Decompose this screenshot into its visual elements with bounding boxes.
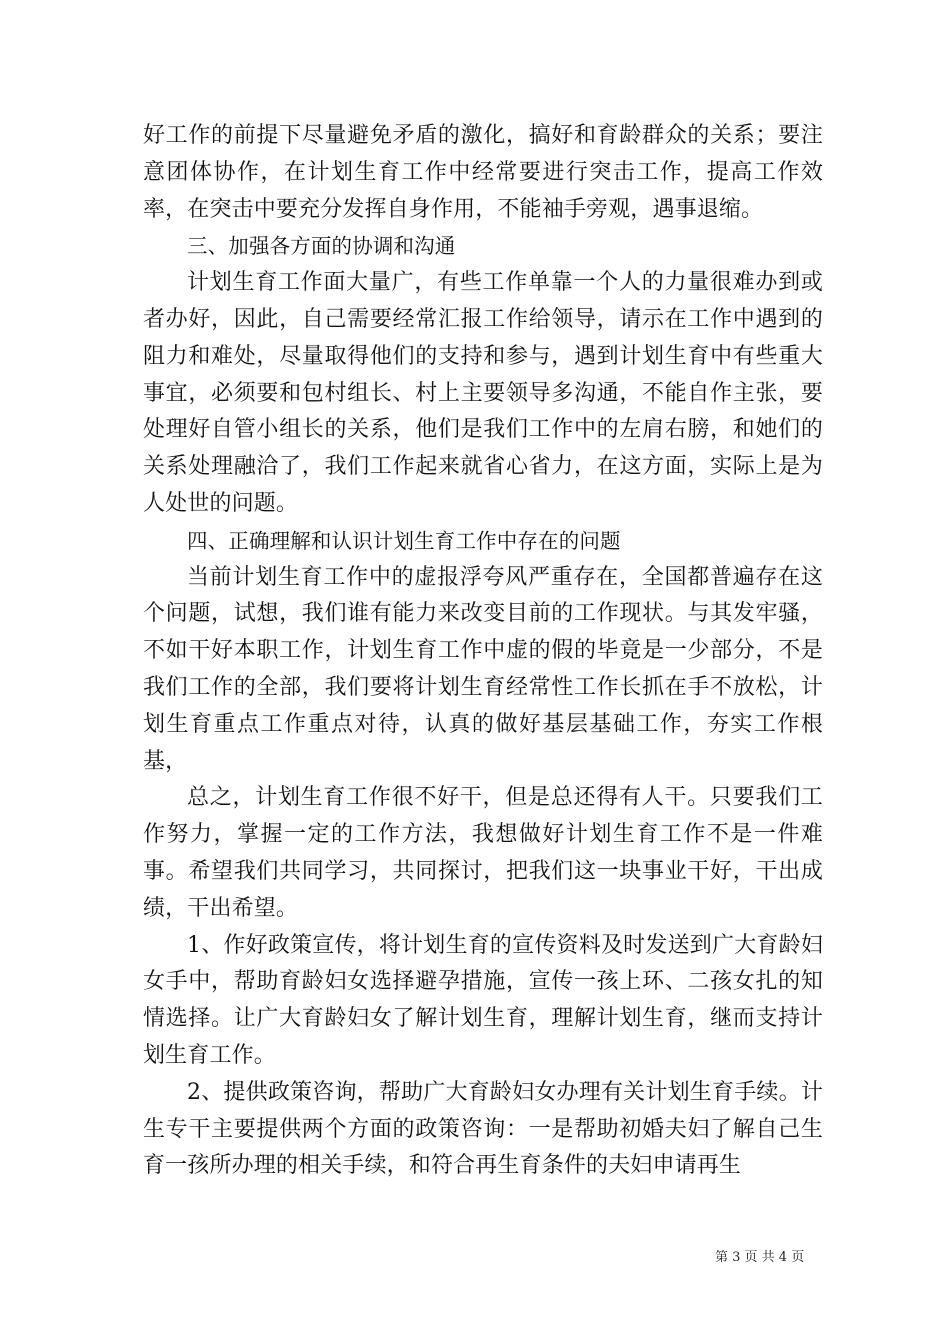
paragraph-problems: 当前计划生育工作中的虚报浮夸风严重存在，全国都普遍存在这个问题，试想，我们谁有能力来改变目前的工作现状。与其发牢骚，不如干好本职工作，计划生育工作中虚的假的毕竟是一少部分，不是我们工作的全部，我们要将计划生育经常性工作长抓在手不放松，计划生育重点工作重点对待，认真的做好基层基础工作，夯实工作根基，: [143, 564, 823, 774]
section-heading-3: 三、加强各方面的协调和沟通: [187, 234, 456, 259]
section-heading-4: 四、正确理解和认识计划生育工作中存在的问题: [187, 528, 621, 553]
paragraph-summary: 总之，计划生育工作很不好干，但是总还得有人干。只要我们工作努力，掌握一定的工作方法，我想做好计划生育工作不是一件难事。希望我们共同学习，共同探讨，把我们这一块事业干好，干出成绩，干出希望。: [143, 785, 823, 921]
document-body: [143, 118, 823, 1185]
paragraph-item-1: 1、作好政策宣传，将计划生育的宣传资料及时发送到广大育龄妇女手中，帮助育龄妇女选择避孕措施，宣传一孩上环、二孩女扎的知情选择。让广大育龄妇女了解计划生育，理解计划生育，继而支持计划生育工作。: [143, 932, 823, 1068]
paragraph-item-2: 2、提供政策咨询，帮助广大育龄妇女办理有关计划生育手续。计生专干主要提供两个方面的政策咨询：一是帮助初婚夫妇了解自己生育一孩所办理的相关手续，和符合再生育条件的夫妇申请再生: [143, 1079, 823, 1179]
page-footer: 第 3 页 共 4 页: [715, 1250, 805, 1265]
paragraph-continuation: 好工作的前提下尽量避免矛盾的激化，搞好和育龄群众的关系；要注意团体协作，在计划生育工作中经常要进行突击工作，提高工作效率，在突击中要充分发挥自身作用，不能袖手旁观，遇事退缩。: [143, 123, 823, 222]
paragraph-coordination: 计划生育工作面大量广，有些工作单靠一个人的力量很难办到或者办好，因此，自己需要经常汇报工作给领导，请示在工作中遇到的阻力和难处，尽量取得他们的支持和参与，遇到计划生育中有些重大事宜，必须要和包村组长、村上主要领导多沟通，不能自作主张，要处理好自管小组长的关系，他们是我们工作中的左肩右膀，和她们的关系处理融洽了，我们工作起来就省心省力，在这方面，实际上是为人处世的问题。: [143, 270, 823, 516]
